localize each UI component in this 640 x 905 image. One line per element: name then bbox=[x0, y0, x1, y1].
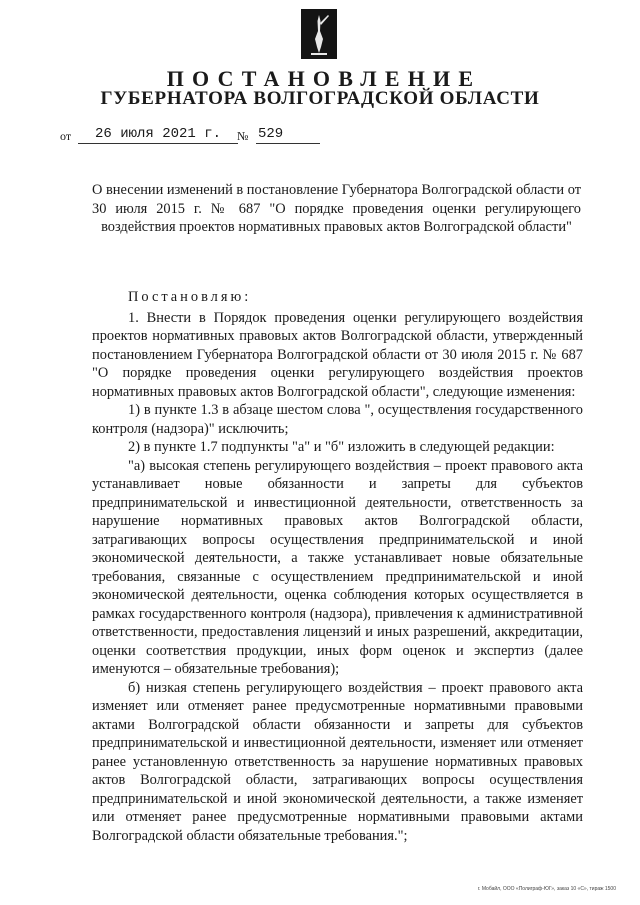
number-value: 529 bbox=[256, 126, 320, 144]
date-label: от bbox=[60, 129, 72, 143]
paragraph: 2) в пункте 1.7 подпункты "а" и "б" изложить в следующей редакции: bbox=[128, 439, 555, 455]
number-label: № bbox=[237, 129, 249, 143]
document-issuer: ГУБЕРНАТОРА ВОЛГОГРАДСКОЙ ОБЛАСТИ bbox=[100, 88, 540, 109]
paragraph: 1. Внести в Порядок проведения оценки регулирующего воздействия проектов нормативных правовых актов Волгоградской области, утвержденный постановлением Губернатора Волгоградской области от 30 июля 2015 г. № 687 "О порядке проведения оценки регулирующего воздействия проектов нормативных правовых актов Волгоградской области", следующие изменения: bbox=[92, 309, 583, 400]
paragraph: "а) высокая степень регулирующего воздействия – проект правового акта устанавливает новые обязанности и запреты для субъектов предпринимательской и инвестиционной деятельности, ответственность за нарушение нормативных правовых актов Волгоградской области, затрагивающих вопросы осуществления предпринимательской и иной экономической деятельности, а также устанавливает новые обязательные требования, связанные с осуществлением предпринимательской и иной экономической деятельности, оценка соблюдения которых осуществляется в рамках государственного контроля (надзора), привлечения к административной ответственности, предоставления лицензий и иных разрешений, аккредитации, оценки соответствия продукции, иных форм оценок и экспертиз (далее именуются – обязательные требования); bbox=[92, 457, 583, 677]
decree-word: Постановляю: bbox=[128, 289, 252, 305]
date-value: 26 июля 2021 г. bbox=[78, 126, 238, 144]
document-subject: О внесении изменений в постановление Губернатора Волгоградской области от 30 июля 2015 г. № 687 "О порядке проведения оценки регулирующего воздействия проектов нормативных правовых актов Волгоградской области" bbox=[92, 182, 581, 235]
document-title: ПОСТАНОВЛЕНИЕ bbox=[166, 66, 482, 91]
paragraph: б) низкая степень регулирующего воздействия – проект правового акта изменяет или отменяет ранее предусмотренные нормативными правовыми актами Волгоградской области обязанности и запреты для субъектов предпринимательской и инвестиционной деятельности, изменяет или отменяет ранее установленную ответственность за нарушение нормативных правовых актов Волгоградской области, затрагивающих вопросы осуществления предпринимательской и иной экономической деятельности, а также изменяет или отменяет ранее предусмотренные нормативными правовыми актами Волгоградской области обязательные требования."; bbox=[92, 679, 583, 844]
paragraph: 1) в пункте 1.3 в абзаце шестом слова ", осуществления государственного контроля (надзора)" исключить; bbox=[92, 402, 583, 437]
coat-of-arms-icon bbox=[301, 9, 337, 59]
document-body bbox=[92, 288, 583, 845]
document-meta bbox=[60, 126, 360, 146]
print-imprint: г. Мобайл, ООО «Полиграф-ЮГ», заказ 10 «С», тираж 1500 bbox=[477, 886, 616, 892]
